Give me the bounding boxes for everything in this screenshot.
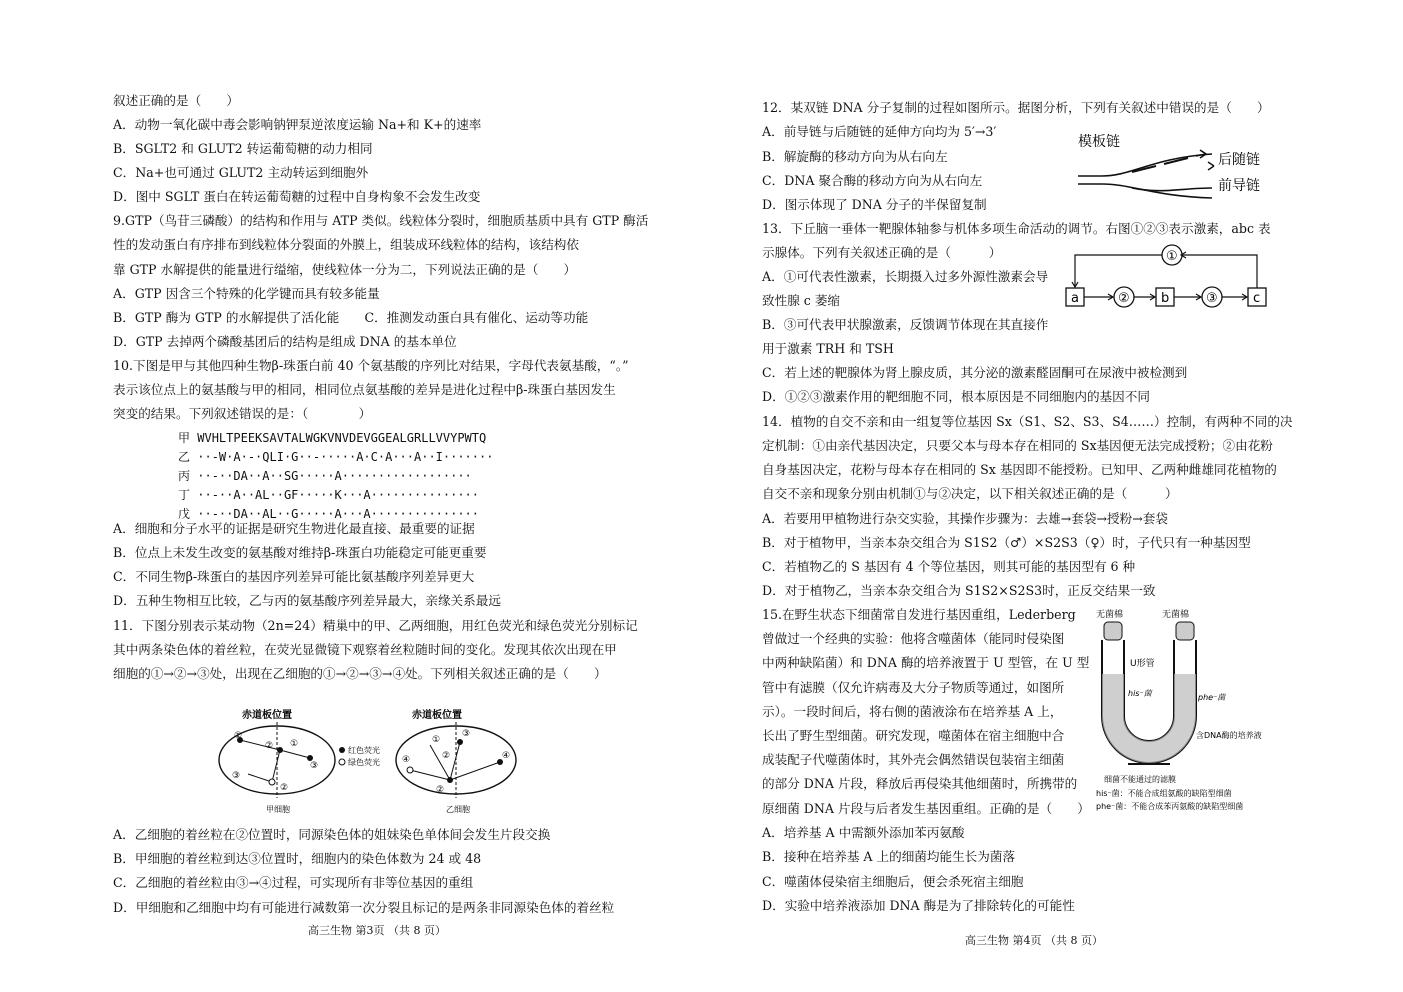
option-c: C．Na+也可通过 GLUT2 主动转运到细胞外 [113,165,369,180]
svg-text:③: ③ [462,729,471,739]
template-strand-top [1078,154,1212,176]
question-10: 10.下图是甲与其他四种生物β-珠蛋白前 40 个氨基酸的序列比对结果，字母代表氨基酸，“。” [113,358,629,373]
his-label: his⁻菌 [1128,689,1152,698]
question-10-text: 表示该位点上的氨基酸与甲的相同，相同位点氨基酸的差异是进化过程中β-珠蛋白基因发生 [113,382,616,397]
template-strand-bottom [1078,184,1212,198]
svg-text:c: c [1253,291,1261,306]
cotton-plug-right [1176,622,1194,640]
leading-label: 前导链 [1218,178,1260,194]
question-9: 9.GTP（鸟苷三磷酸）的结构和作用与 ATP 类似。线粒体分裂时，细胞质基质中具有 GTP 酶活 [113,213,649,228]
question-14-text: 自交不亲和现象分别由机制①与②决定，以下相关叙述正确的是（ ） [762,486,1178,501]
question-11: 11．下图分别表示某动物（2n=24）精巢中的甲、乙两细胞，用红色荧光和绿色荧光分别标记 [113,618,638,633]
option-a: A．GTP 因含三个特殊的化学键而具有较多能量 [113,286,380,301]
note-phe: phe⁻菌：不能合成苯丙氨酸的缺陷型细菌 [1096,802,1244,811]
cotton-plug-left [1104,622,1122,640]
option-d: D．GTP 去掉两个磷酸基团后的结构是组成 DNA 的基本单位 [113,334,457,349]
legend-red-dot [339,747,345,753]
sequence-row: 丙 ··-··DA··A··SG·····A·················· [178,469,472,483]
question-14-text: 自身基因决定，花粉与母本存在相同的 Sx 基因即不能授粉。已知甲、乙两种雌雄同花植物的 [762,462,1277,477]
option-a: A．培养基 A 中需额外添加苯丙氨酸 [762,825,965,840]
red-dot [447,777,453,783]
svg-text:④: ④ [402,755,411,765]
question-14: 14．植物的自交不亲和由一组复等位基因 Sx（S1、S2、S3、S4……）控制，有两种不同的决 [762,414,1293,429]
track-line [280,750,310,758]
svg-text:①: ① [432,735,441,745]
option-b: B．③可代表甲状腺激素，反馈调节体现在其直接作 [762,317,1049,332]
track-line [410,770,450,780]
sequence-row: 乙 ··-W·A·-·QLI·G··-·····A·C·A···A··I······· [178,450,494,464]
option-d: D．图示体现了 DNA 分子的半保留复制 [762,197,987,212]
svg-text:③: ③ [310,761,319,771]
arrow-head [1196,150,1206,158]
cotton-right-label: 无菌棉 [1162,610,1190,620]
option-b: B．甲细胞的着丝粒到达③位置时，细胞内的染色体数为 24 或 48 [113,851,482,866]
question-15-text: 管中有滤膜（仅允许病毒及大分子物质等通过，如图所 [762,680,1065,695]
question-12: 12．某双链 DNA 分子复制的过程如图所示。据图分析，下列有关叙述中错误的是（ ） [762,100,1270,115]
svg-text:④: ④ [502,751,511,761]
svg-text:③: ③ [1206,291,1218,306]
track-line [248,774,272,782]
hormone-axis-figure [1062,242,1282,314]
option-d: D．对于植物乙，当亲本杂交组合为 S1S2×S2S3时，正反交结果一致 [762,583,1156,598]
svg-text:①: ① [1166,249,1178,264]
figure-title: 赤道板位置 [242,710,292,721]
option-d: D．实验中培养液添加 DNA 酶是为了排除转化的可能性 [762,898,1075,913]
svg-text:b: b [1161,291,1170,306]
question-14-text: 定机制：①由亲代基因决定，只要父本与母本存在相同的 Sx基因便无法完成授粉；②由花粉 [762,438,1273,453]
question-15-text: 曾做过一个经典的实验：他将含噬菌体（能同时侵染图 [762,631,1065,646]
page-footer: 高三生物 第4页 （共 8 页） [965,934,1103,947]
option-b: B．接种在培养基 A 上的细菌均能生长为菌落 [762,849,1016,864]
option-d: D．①②③激素作用的靶细胞不同，根本原因是不同细胞内的基因不同 [762,389,1150,404]
svg-text:②: ② [280,783,289,793]
option-d: D．图中 SGLT 蛋白在转运葡萄糖的过程中自身构象不会发生改变 [113,189,481,204]
legend-red: 红色荧光 [348,746,380,755]
option-c: C．若上述的靶腺体为肾上腺皮质，其分泌的激素醛固酮可在尿液中被检测到 [762,365,1188,380]
question-13-text: 示腺体。下列有关叙述正确的是（ ） [762,245,1002,260]
option-a: A．①可代表性激素，长期摄入过多外源性激素会导 [762,269,1049,284]
lagging-label: 后随链 [1218,152,1260,168]
question-11-text: 其中两条染色体的着丝粒，在荧光显微镜下观察着丝粒随时间的变化。发现其依次出现在甲 [113,642,617,657]
phe-label: phe⁻菌 [1198,693,1226,702]
figure-title: 赤道板位置 [412,710,462,721]
question-15-text: 成装配子代噬菌体时，其外壳会偶然错误包装宿主细菌 [762,752,1065,767]
red-dot [277,747,283,753]
question-15-text: 中两种缺陷菌）和 DNA 酶的培养液置于 U 型管，在 U 型 [762,655,1090,670]
option-c: C．噬菌体侵染宿主细胞后，便会杀死宿主细胞 [762,874,1024,889]
option-a: A．若要用甲植物进行杂交实验，其操作步骤为：去雄→套袋→授粉→套袋 [762,511,1168,526]
sequence-row: 甲 WVHLTPEEKSAVTALWGKVNVDEVGGEALGRLLVVYPWTQ [178,431,487,445]
option-a: A．动物一氧化碳中毒会影响钠钾泵逆浓度运输 Na+和 K+的速率 [113,117,482,132]
question-15-text: 的部分 DNA 片段，释放后再侵染其他细菌时，所携带的 [762,776,1078,791]
note-his: his⁻菌：不能合成组氨酸的缺陷型细菌 [1096,789,1232,798]
red-dot [457,739,463,745]
track-line [450,742,460,780]
option-b: B．对于植物甲，当亲本杂交组合为 S1S2（♂）×S2S3（♀）时，子代只有一种基因型 [762,535,1251,550]
option-c: C．若植物乙的 S 基因有 4 个等位基因，则其可能的基因型有 6 种 [762,559,1136,574]
svg-text:②: ② [265,741,274,751]
sequence-row: 丁 ··-··A··AL··GF·····K···A··············· [178,488,480,502]
sequence-row: 戊 ··-··DA··AL··G·····A···A··············· [178,507,480,521]
question-15-text: 长出了野生型细菌。研究发现，噬菌体在宿主细胞中合 [762,728,1065,743]
cell-a-label: 甲细胞 [266,805,290,814]
option-b-cont: 用于激素 TRH 和 TSH [762,341,894,356]
legend-green: 绿色荧光 [348,758,380,767]
cell-b-label: 乙细胞 [446,805,470,814]
text-line: 叙述正确的是（ ） [113,93,239,108]
option-b-c: B．GTP 酶为 GTP 的水解提供了活化能 C．推测发动蛋白具有催化、运动等功能 [113,310,589,325]
svg-text:②: ② [442,751,451,761]
filter-label: 细菌不能通过的滤膜 [1104,775,1176,784]
option-b: B．解旋酶的移动方向为从右向左 [762,149,948,164]
cotton-left-label: 无菌棉 [1096,610,1124,620]
svg-text:②: ② [436,785,445,795]
svg-text:①: ① [290,739,299,749]
svg-text:③: ③ [232,771,241,781]
option-a: A．前导链与后随链的延伸方向均为 5′→3′ [762,124,997,139]
green-dot [269,779,275,785]
question-9-text: 靠 GTP 水解提供的能量进行缢缩，使线粒体一分为二，下列说法正确的是（ ） [113,262,577,277]
option-b: B．SGLT2 和 GLUT2 转运葡萄糖的动力相同 [113,141,373,156]
option-d: D．甲细胞和乙细胞中均有可能进行减数第一次分裂且标记的是两条非同源染色体的着丝粒 [113,900,615,915]
u-tube-figure [1092,604,1302,814]
track-line [450,762,500,780]
option-a-cont: 致性腺 c 萎缩 [762,293,841,308]
green-dot [407,767,413,773]
option-a: A．乙细胞的着丝粒在②位置时，同源染色体的姐妹染色单体间会发生片段交换 [113,827,551,842]
question-10-text: 突变的结果。下列叙述错误的是：（ ） [113,406,372,421]
track-line [240,740,280,750]
legend-green-dot [339,759,345,765]
medium-label: 含DNA酶的培养液 [1196,731,1262,740]
dna-replication-figure [1072,126,1292,202]
option-b: B．位点上未发生改变的氨基酸对维持β-珠蛋白功能稳定可能更重要 [113,545,487,560]
option-c: C．DNA 聚合酶的移动方向为从右向左 [762,173,983,188]
template-label: 模板链 [1078,134,1120,150]
svg-text:a: a [1071,291,1079,306]
cell-figure [210,700,530,820]
option-c: C．不同生物β-珠蛋白的基因序列差异可能比氨基酸序列差异更大 [113,569,475,584]
svg-text:①: ① [234,731,243,741]
track-line [272,750,280,782]
leading-strand [1132,188,1212,191]
question-11-text: 细胞的①→②→③处，出现在乙细胞的①→②→③→④处。下列相关叙述正确的是（ ） [113,666,607,681]
question-15-text: 示）。一段时间后，将右侧的菌液涂布在培养基 A 上， [762,704,1063,719]
question-15-text: 原细菌 DNA 片段与后者发生基因重组。正确的是（ ） [762,801,1090,816]
option-c: C．乙细胞的着丝粒由③→④过程，可实现所有非等位基因的重组 [113,875,474,890]
tube-label: U形管 [1130,659,1155,669]
svg-text:②: ② [1118,291,1130,306]
option-d: D．五种生物相互比较，乙与丙的氨基酸序列差异最大，亲缘关系最远 [113,593,501,608]
question-13: 13．下丘脑一垂体一靶腺体轴参与机体多项生命活动的调节。右图①②③表示激素，abc 表 [762,221,1271,236]
pointer [1208,162,1214,170]
question-9-text: 性的发动蛋白有序排布到线粒体分裂面的外膜上，组装成环线粒体的结构，该结构依 [113,237,579,252]
option-a: A．细胞和分子水平的证据是研究生物进化最直接、最重要的证据 [113,521,475,536]
question-15: 15.在野生状态下细菌常自发进行基因重组，Lederberg [762,607,1076,622]
page-footer: 高三生物 第3页 （共 8 页） [308,924,446,937]
